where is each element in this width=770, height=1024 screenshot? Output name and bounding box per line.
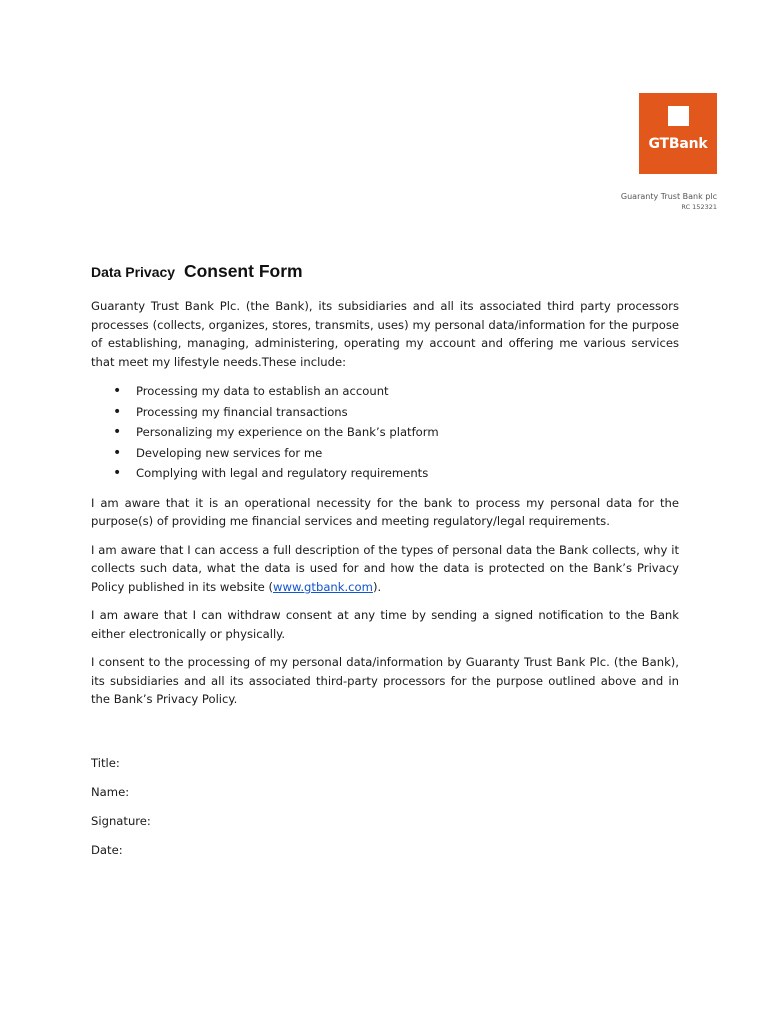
title-field-label: Title: [91,755,120,770]
awareness-paragraph-2 [91,541,679,597]
company-info [621,191,717,213]
name-field-label: Name: [91,784,130,799]
signature-fields [91,754,679,859]
list-item: • Processing my financial transactions [136,402,679,423]
date-field-label: Date: [91,842,123,857]
consent-paragraph: I consent to the processing of my personal data/information by Guaranty Trust Bank Plc. (the Bank), its subsidiaries and all its associated third-party processors for the purpose outlined above and in the Bank’s Privacy Policy. [91,655,679,706]
list-item: • Processing my data to establish an account [136,381,679,402]
signature-field-label: Signature: [91,813,151,828]
form-body [91,248,679,870]
logo-square-icon [668,106,689,126]
withdraw-paragraph: I am aware that I can withdraw consent at any time by sending a signed notification to the Bank either electronically or physically. [91,608,679,641]
awareness-paragraph-1: I am aware that it is an operational necessity for the bank to process my personal data for the purpose(s) of providing me financial services and meeting regulatory/legal requirements. [91,495,679,528]
awareness-2-text: I am aware that I can access a full description of the types of personal data the Bank collects, why it collects such data, what the data is used for and how the data is protected on the Bank’s Privacy Policy published in its website ( [91,542,679,594]
list-item: • Personalizing my experience on the Bank’s platform [136,422,679,443]
gtbank-logo [639,93,717,174]
list-item: • Developing new services for me [136,443,679,464]
title-part-1: Data Privacy [91,264,176,280]
company-name: Guaranty Trust Bank plc [620,192,717,201]
page-title [91,248,679,285]
website-link[interactable]: www.gtbank.com [272,579,373,594]
rc-number: RC 152321 [681,203,717,211]
list-item: • Complying with legal and regulatory requirements [136,463,679,484]
purpose-list [91,381,679,484]
logo-text: GTBank [648,136,708,152]
intro-paragraph: Guaranty Trust Bank Plc. (the Bank), its subsidiaries and all its associated third party processors processes (collects, organizes, stores, transmits, uses) my personal data/information for the purpose of establishing, managing, administering, operating my account and offering me various services that meet my lifestyle needs.These include: [91,299,679,369]
title-part-2: Consent Form [183,261,303,281]
awareness-2-close: ). [372,579,382,594]
